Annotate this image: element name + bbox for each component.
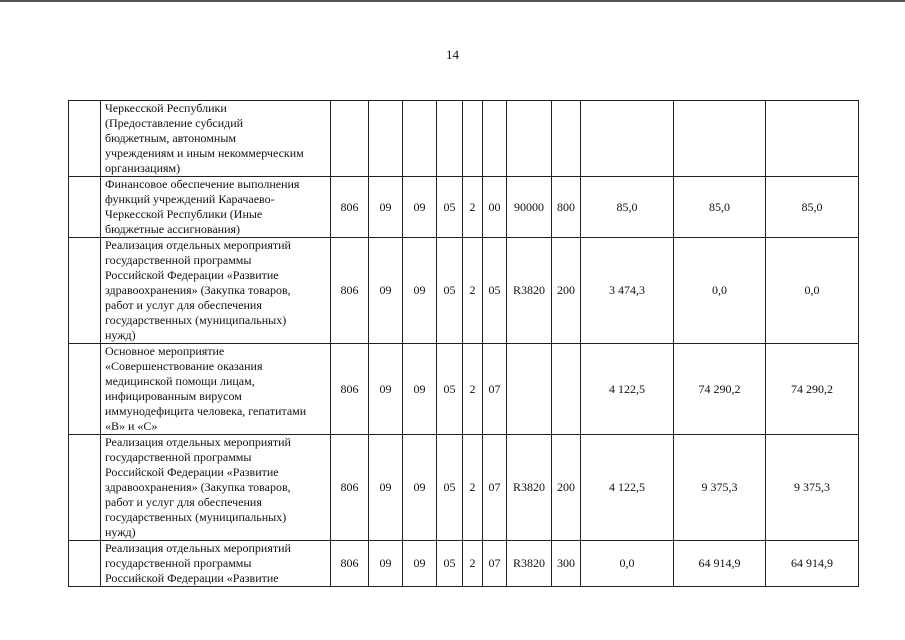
table-row	[69, 238, 859, 344]
table-row	[69, 435, 859, 541]
row-number-cell	[69, 344, 101, 435]
item-name-line: Основное мероприятие	[105, 344, 225, 358]
section-code-cell: 09	[369, 435, 403, 541]
amount-col-3-cell	[766, 101, 859, 177]
item-name-line: Российской Федерации «Развитие	[105, 571, 279, 585]
program-code-cell: 05	[437, 238, 463, 344]
program-code-cell: 05	[437, 177, 463, 238]
section-code-cell: 09	[369, 344, 403, 435]
amount-col-1-cell: 4 122,5	[581, 344, 674, 435]
subsection-code-cell: 09	[403, 238, 437, 344]
ministry-code-cell: 806	[331, 238, 369, 344]
amount-col-2-cell: 9 375,3	[674, 435, 766, 541]
expense-type-code-cell	[552, 101, 581, 177]
item-name-line: Реализация отдельных мероприятий	[105, 541, 291, 555]
expense-type-code-cell: 200	[552, 435, 581, 541]
expense-type-code-cell: 300	[552, 541, 581, 587]
amount-col-2-cell: 74 290,2	[674, 344, 766, 435]
item-name-line: государственной программы	[105, 450, 252, 464]
table-row	[69, 101, 859, 177]
item-name-line: бюджетные ассигнования)	[105, 222, 241, 236]
subsection-code-cell: 09	[403, 541, 437, 587]
section-code-cell: 09	[369, 541, 403, 587]
amount-col-1-cell	[581, 101, 674, 177]
ministry-code-cell: 806	[331, 177, 369, 238]
item-name-line: функций учреждений Карачаево-	[105, 192, 275, 206]
ministry-code-cell: 806	[331, 344, 369, 435]
item-name-line: здравоохранения» (Закупка товаров,	[105, 480, 291, 494]
table-row	[69, 541, 859, 587]
amount-col-3-cell: 9 375,3	[766, 435, 859, 541]
subprogram-code-cell: 2	[463, 238, 483, 344]
amount-col-2-cell: 85,0	[674, 177, 766, 238]
item-name-line: государственной программы	[105, 556, 252, 570]
section-code-cell: 09	[369, 177, 403, 238]
subprogram-code-cell: 2	[463, 177, 483, 238]
item-name-line: бюджетным, автономным	[105, 131, 236, 145]
amount-col-2-cell: 64 914,9	[674, 541, 766, 587]
subprogram-code-cell: 2	[463, 541, 483, 587]
program-code-cell: 05	[437, 435, 463, 541]
amount-col-3-cell: 64 914,9	[766, 541, 859, 587]
event-code-cell: 07	[483, 435, 507, 541]
expense-type-code-cell: 800	[552, 177, 581, 238]
row-number-cell	[69, 435, 101, 541]
item-name-line: государственной программы	[105, 253, 252, 267]
item-name-line: Реализация отдельных мероприятий	[105, 435, 291, 449]
expense-type-code-cell: 200	[552, 238, 581, 344]
row-number-cell	[69, 101, 101, 177]
item-name-cell	[101, 101, 331, 177]
subsection-code-cell: 09	[403, 435, 437, 541]
item-name-line: здравоохранения» (Закупка товаров,	[105, 283, 291, 297]
direction-code-cell: R3820	[507, 541, 552, 587]
item-name-line: организациям)	[105, 161, 181, 175]
item-name-cell	[101, 238, 331, 344]
budget-body	[69, 101, 859, 587]
item-name-line: нужд)	[105, 328, 136, 342]
amount-col-1-cell: 0,0	[581, 541, 674, 587]
item-name-cell	[101, 435, 331, 541]
item-name-line: иммунодефицита человека, гепатитами	[105, 404, 307, 418]
amount-col-3-cell: 0,0	[766, 238, 859, 344]
event-code-cell: 07	[483, 541, 507, 587]
direction-code-cell	[507, 344, 552, 435]
item-name-cell	[101, 177, 331, 238]
program-code-cell: 05	[437, 541, 463, 587]
item-name-line: Черкесской Республики	[105, 101, 227, 115]
item-name-line: медицинской помощи лицам,	[105, 374, 255, 388]
direction-code-cell: 90000	[507, 177, 552, 238]
amount-col-3-cell: 74 290,2	[766, 344, 859, 435]
subprogram-code-cell: 2	[463, 344, 483, 435]
item-name-line: «Совершенствование оказания	[105, 359, 263, 373]
budget-table	[68, 100, 859, 587]
amount-col-1-cell: 85,0	[581, 177, 674, 238]
ministry-code-cell	[331, 101, 369, 177]
section-code-cell	[369, 101, 403, 177]
item-name-line: работ и услуг для обеспечения	[105, 495, 262, 509]
program-code-cell	[437, 101, 463, 177]
subsection-code-cell: 09	[403, 344, 437, 435]
item-name-line: Финансовое обеспечение выполнения	[105, 177, 300, 191]
item-name-line: Российской Федерации «Развитие	[105, 268, 279, 282]
expense-type-code-cell	[552, 344, 581, 435]
item-name-line: Черкесской Республики (Иные	[105, 207, 263, 221]
row-number-cell	[69, 238, 101, 344]
item-name-line: Российской Федерации «Развитие	[105, 465, 279, 479]
item-name-cell	[101, 541, 331, 587]
item-name-cell	[101, 344, 331, 435]
section-code-cell: 09	[369, 238, 403, 344]
event-code-cell: 05	[483, 238, 507, 344]
item-name-line: (Предоставление субсидий	[105, 116, 244, 130]
subprogram-code-cell: 2	[463, 435, 483, 541]
subsection-code-cell: 09	[403, 177, 437, 238]
item-name-line: государственных (муниципальных)	[105, 313, 287, 327]
item-name-line: «В» и «С»	[105, 419, 158, 433]
item-name-line: государственных (муниципальных)	[105, 510, 287, 524]
amount-col-1-cell: 4 122,5	[581, 435, 674, 541]
ministry-code-cell: 806	[331, 435, 369, 541]
item-name-line: нужд)	[105, 525, 136, 539]
top-rule	[0, 0, 905, 2]
amount-col-1-cell: 3 474,3	[581, 238, 674, 344]
page-number: 14	[446, 47, 459, 62]
amount-col-2-cell	[674, 101, 766, 177]
subsection-code-cell	[403, 101, 437, 177]
amount-col-3-cell: 85,0	[766, 177, 859, 238]
row-number-cell	[69, 177, 101, 238]
direction-code-cell	[507, 101, 552, 177]
item-name-line: Реализация отдельных мероприятий	[105, 238, 291, 252]
subprogram-code-cell	[463, 101, 483, 177]
item-name-line: работ и услуг для обеспечения	[105, 298, 262, 312]
item-name-line: инфицированным вирусом	[105, 389, 242, 403]
event-code-cell	[483, 101, 507, 177]
table-row	[69, 344, 859, 435]
event-code-cell: 07	[483, 344, 507, 435]
amount-col-2-cell: 0,0	[674, 238, 766, 344]
table-row	[69, 177, 859, 238]
direction-code-cell: R3820	[507, 238, 552, 344]
event-code-cell: 00	[483, 177, 507, 238]
item-name-line: учреждениям и иным некоммерческим	[105, 146, 304, 160]
direction-code-cell: R3820	[507, 435, 552, 541]
program-code-cell: 05	[437, 344, 463, 435]
ministry-code-cell: 806	[331, 541, 369, 587]
row-number-cell	[69, 541, 101, 587]
